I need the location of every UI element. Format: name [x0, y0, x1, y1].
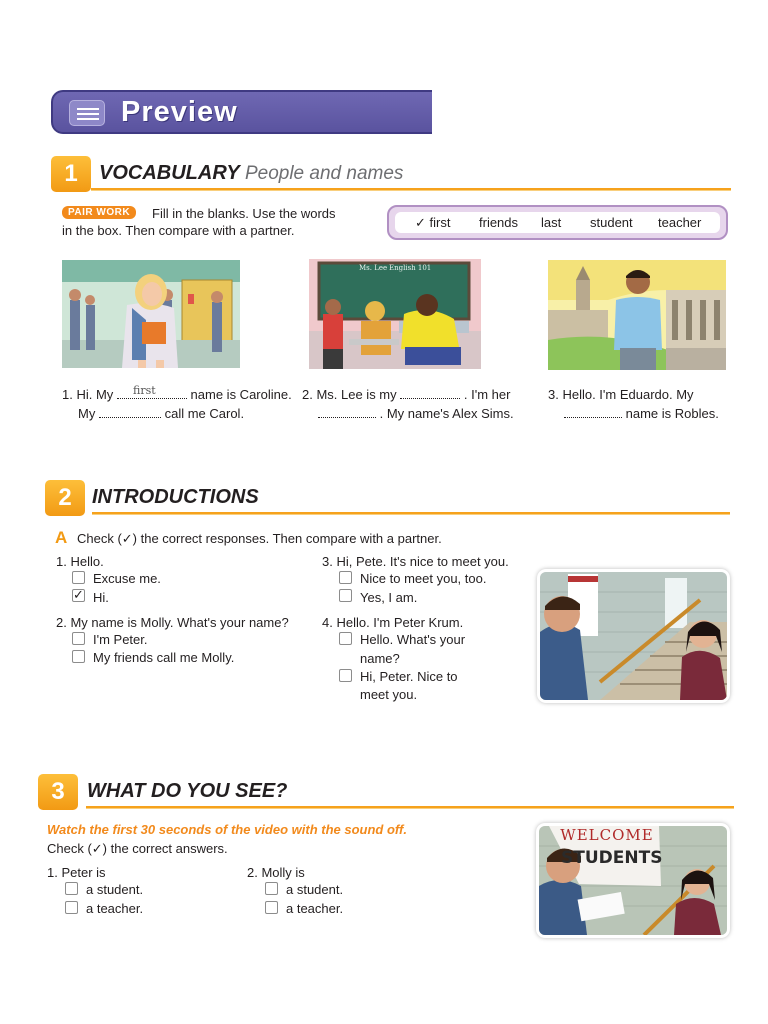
vocab-item-2-blank-1[interactable] [400, 387, 460, 399]
intro-q3-option-2-checkbox[interactable] [339, 589, 352, 602]
section-rule-2 [92, 512, 730, 515]
intro-q1-option-2-label: Hi. [93, 590, 109, 605]
see-q1-option-2-checkbox[interactable] [65, 901, 78, 914]
intro-q3-option-1-checkbox[interactable] [339, 571, 352, 584]
see-question-1: 1. Peter is [47, 865, 106, 880]
section-title-what-do-you-see: WHAT DO YOU SEE? [87, 780, 288, 802]
intro-q2-option-1-label: I'm Peter. [93, 632, 148, 647]
welcome-banner-line-1: WELCOME [560, 826, 654, 844]
see-q1-option-1-checkbox[interactable] [65, 882, 78, 895]
intro-q2-option-2-checkbox[interactable] [72, 650, 85, 663]
instruction-line-1: Fill in the blanks. Use the words [152, 206, 336, 221]
intro-q4-option-1-label-b: name? [360, 651, 400, 666]
see-q2-option-2-label: a teacher. [286, 901, 344, 916]
vocab-item-3-text-b: name is Robles. [625, 406, 719, 421]
vocab-item-1-answer: first [133, 384, 156, 397]
intro-q1-option-1-checkbox[interactable] [72, 571, 85, 584]
word-last: last [541, 215, 562, 230]
instruction-line-2: in the box. Then compare with a partner. [62, 223, 295, 238]
intro-q1-option-2-checkbox[interactable] [72, 589, 85, 602]
see-q2-option-1-checkbox[interactable] [265, 882, 278, 895]
section-rule-1 [91, 188, 731, 191]
section-number-1: 1 [51, 156, 91, 192]
see-q1-option-1-label: a student. [86, 882, 144, 897]
welcome-banner-line-2: STUDENTS [561, 848, 663, 868]
vocab-item-3-line2 [564, 405, 719, 422]
vocab-item-1-text-a: 1. Hi. My [62, 387, 114, 402]
vocab-item-2-text-c: . My name's Alex Sims. [379, 406, 514, 421]
see-q2-option-2-checkbox[interactable] [265, 901, 278, 914]
vocabulary-heading: VOCABULARY [99, 162, 240, 184]
word-student: student [590, 215, 633, 230]
introductions-instruction: Check (✓) the correct responses. Then compare with a partner. [77, 531, 442, 546]
intro-q3-option-2-label: Yes, I am. [360, 590, 418, 605]
section-title-vocabulary [99, 162, 403, 185]
preview-banner [51, 90, 432, 134]
intro-q2-option-1-checkbox[interactable] [72, 632, 85, 645]
section-number-2: 2 [45, 480, 85, 516]
vocab-item-2-blank-2[interactable] [318, 406, 376, 418]
see-question-2: 2. Molly is [247, 865, 305, 880]
photo-stairwell [540, 572, 727, 700]
word-first: ✓ first [415, 215, 451, 230]
intro-question-2: 2. My name is Molly. What's your name? [56, 615, 289, 630]
section-rule-3 [86, 806, 734, 809]
board-text-class: English 101 [389, 264, 432, 272]
intro-q2-option-2-label: My friends call me Molly. [93, 650, 235, 665]
intro-q3-option-1-label: Nice to meet you, too. [360, 571, 487, 586]
intro-q4-option-2-label-b: meet you. [360, 687, 418, 702]
word-box [387, 205, 728, 240]
section-number-3: 3 [38, 774, 78, 810]
intro-q4-option-1-label-a: Hello. What's your [360, 632, 466, 647]
intro-question-4: 4. Hello. I'm Peter Krum. [322, 615, 464, 630]
vocab-item-1-text-b: name is Caroline. [190, 387, 292, 402]
exercise-letter-a: A [55, 528, 68, 547]
photo-welcome-students [539, 826, 727, 935]
vocab-item-2-text-a: 2. Ms. Lee is my [302, 387, 397, 402]
vocab-item-1-text-c: My [78, 406, 96, 421]
intro-q1-option-1-label: Excuse me. [93, 571, 161, 586]
intro-q4-option-2-checkbox[interactable] [339, 669, 352, 682]
vocabulary-subtitle: People and names [244, 163, 404, 184]
section-title-introductions: INTRODUCTIONS [92, 486, 259, 508]
vocab-item-1-blank-2[interactable] [99, 406, 161, 418]
see-q1-option-2-label: a teacher. [86, 901, 144, 916]
intro-question-1: 1. Hello. [56, 554, 104, 569]
vocab-item-1-line2 [78, 405, 244, 422]
illustration-campus-eduardo [548, 260, 726, 370]
see-instruction: Check (✓) the correct answers. [47, 841, 228, 856]
vocab-item-1-text-d: call me Carol. [164, 406, 245, 421]
see-q2-option-1-label: a student. [286, 882, 344, 897]
vocab-item-2-line2 [318, 405, 514, 422]
vocab-item-2-text-b: . I'm her [463, 387, 511, 402]
word-teacher: teacher [658, 215, 702, 230]
vocab-item-1-line1 [62, 386, 292, 403]
board-text-teacher: Ms. Lee [359, 264, 388, 272]
check-mark-icon: ✓ [73, 587, 84, 602]
word-friends: friends [479, 215, 519, 230]
intro-q4-option-2-label-a: Hi, Peter. Nice to [360, 669, 458, 684]
illustration-hallway-girl [62, 260, 240, 368]
page-title: Preview [121, 96, 238, 128]
intro-question-3: 3. Hi, Pete. It's nice to meet you. [322, 554, 509, 569]
menu-lines-icon [69, 100, 105, 126]
pair-work-badge: PAIR WORK [62, 206, 136, 219]
illustration-classroom [309, 259, 481, 369]
vocab-item-2-line1 [302, 386, 510, 403]
video-instruction: Watch the first 30 seconds of the video with the sound off. [47, 822, 407, 837]
vocab-item-3-blank-1[interactable] [564, 406, 622, 418]
intro-q4-option-1-checkbox[interactable] [339, 632, 352, 645]
vocab-item-3-line1: 3. Hello. I'm Eduardo. My [548, 387, 694, 402]
